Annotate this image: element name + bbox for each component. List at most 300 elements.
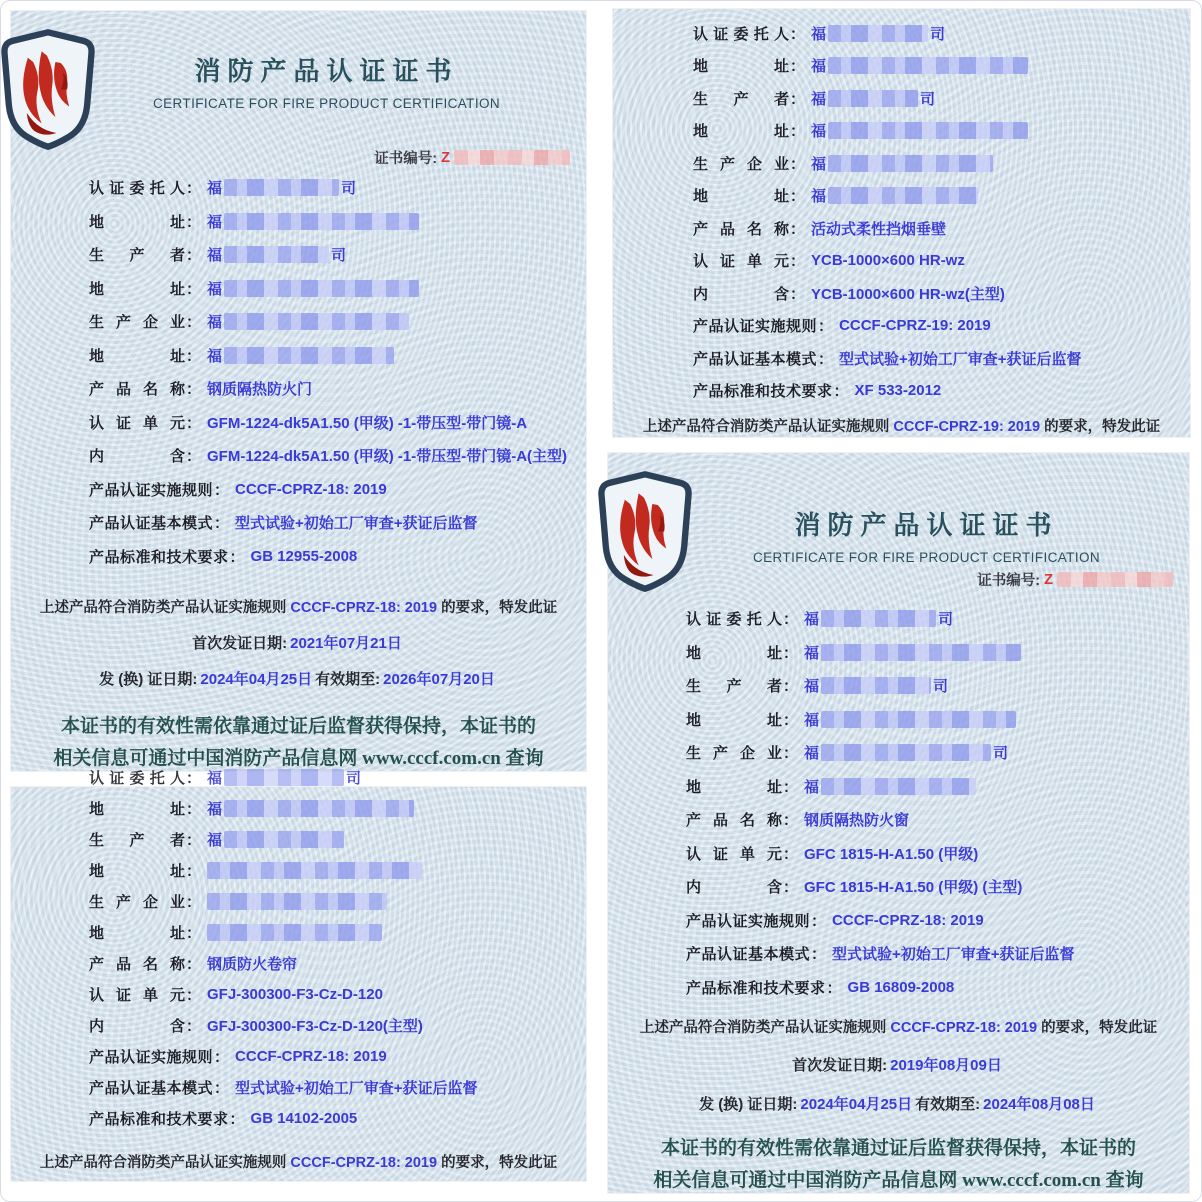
field-rows (693, 17, 1176, 407)
statement-suffix: 的要求，特发此证 (1041, 1020, 1158, 1036)
value-text: 司 (331, 247, 347, 265)
field-label: 地址 (89, 925, 185, 942)
field-label: 地址 (89, 347, 185, 365)
value-text: 福 (811, 155, 827, 173)
field-row (89, 540, 572, 574)
field-row (693, 17, 1176, 50)
field-label: 内含 (89, 448, 185, 466)
redacted-value (224, 179, 339, 196)
field-label: 产品认证实施规则 (686, 912, 811, 930)
value-text: 福 (207, 347, 223, 365)
field-row (686, 937, 1175, 971)
value-text: 型式试验+初始工厂审查+获证后监督 (235, 1080, 478, 1097)
first-issue-line (608, 1054, 1189, 1075)
field-label: 生产企业 (89, 314, 185, 332)
field-row (89, 473, 572, 507)
value-text: 钢质防火卷帘 (207, 956, 298, 973)
field-colon: ： (826, 979, 842, 997)
field-row (693, 277, 1176, 310)
reissue-label: 发 (换) 证日期: (699, 1096, 798, 1113)
field-row (89, 272, 572, 306)
redacted-value (828, 90, 918, 107)
field-row (693, 375, 1176, 408)
compliance-statement (11, 1151, 586, 1172)
field-label: 地址 (89, 863, 185, 880)
field-value (207, 311, 409, 332)
field-colon: ： (790, 155, 806, 173)
first-issue-label: 首次发证日期: (192, 635, 288, 652)
field-row (89, 762, 572, 793)
value-text: GFC 1815-H-A1.50 (甲级) (主型) (804, 879, 1023, 897)
field-label: 地址 (686, 711, 782, 729)
field-row (89, 238, 572, 272)
field-label: 产品认证基本模式 (89, 515, 214, 533)
field-colon: ： (790, 220, 806, 238)
field-row (686, 870, 1175, 904)
field-value (207, 986, 383, 1003)
field-rows (89, 171, 572, 573)
field-colon: ： (186, 956, 202, 973)
field-value (251, 548, 358, 565)
field-row (89, 979, 572, 1010)
field-colon: ： (186, 347, 202, 365)
field-value (207, 862, 422, 879)
redacted-value (821, 677, 931, 694)
value-text: GFJ-300300-F3-Cz-D-120 (207, 986, 383, 1003)
value-text: YCB-1000×600 HR-wz (811, 252, 965, 270)
redacted-value (224, 280, 419, 297)
field-value (207, 953, 297, 974)
field-row (693, 245, 1176, 278)
statement-rule: CCCF-CPRZ-18: 2019 (890, 1020, 1038, 1036)
cert-top-right (613, 9, 1190, 437)
field-value (839, 317, 991, 334)
field-label: 地址 (89, 213, 185, 231)
compliance-statement (11, 596, 586, 617)
field-value (811, 252, 965, 269)
field-rows (89, 770, 572, 1134)
field-row (89, 948, 572, 979)
field-value (811, 88, 935, 109)
field-row (89, 1041, 572, 1072)
field-colon: ： (186, 247, 202, 265)
first-issue-date: 2019年08月09日 (890, 1057, 1002, 1074)
field-value (804, 876, 1022, 897)
value-text: 福 (811, 90, 827, 108)
field-value (811, 283, 1005, 304)
value-text: GFJ-300300-F3-Cz-D-120(主型) (207, 1018, 423, 1035)
redacted-value (224, 313, 409, 330)
value-text: 司 (346, 770, 362, 787)
redacted-value (207, 924, 382, 941)
cert-number-prefix: Z (441, 149, 450, 166)
field-label: 认证委托人 (686, 611, 782, 629)
cert-top-left (11, 11, 586, 771)
value-text: 活动式柔性挡烟垂壁 (811, 220, 947, 238)
redacted-value (224, 213, 419, 230)
field-row (89, 439, 572, 473)
field-value (235, 481, 387, 498)
cert-number-label: 证书编号: (977, 573, 1041, 589)
redacted-value (207, 893, 387, 910)
field-label: 认证单元 (89, 414, 185, 432)
field-colon: ： (186, 925, 202, 942)
field-colon: ： (214, 515, 230, 533)
field-value (207, 345, 394, 366)
compliance-statement (613, 415, 1190, 436)
reissue-date: 2024年04月25日 (200, 671, 313, 688)
field-row (89, 886, 572, 917)
value-text: 福 (207, 247, 223, 265)
first-issue-date: 2021年07月21日 (290, 635, 402, 652)
field-value (207, 829, 344, 850)
field-row (686, 803, 1175, 837)
field-label: 地址 (686, 644, 782, 662)
value-text: CCCF-CPRZ-18: 2019 (235, 480, 387, 498)
field-value (207, 445, 567, 466)
field-value (848, 979, 955, 996)
field-label: 认证单元 (89, 987, 185, 1004)
field-label: 生产企业 (693, 155, 789, 173)
field-colon: ： (186, 381, 202, 399)
field-value (207, 412, 527, 433)
field-colon: ： (186, 448, 202, 466)
redacted-value (828, 25, 928, 42)
field-row (693, 180, 1176, 213)
field-value (235, 1048, 387, 1065)
field-row (686, 636, 1175, 670)
redacted-value (224, 769, 344, 786)
first-issue-label: 首次发证日期: (792, 1057, 888, 1074)
field-label: 地址 (89, 280, 185, 298)
field-colon: ： (229, 548, 245, 566)
redacted-value (821, 644, 1021, 661)
valid-until-label: 有效期至: (915, 1096, 981, 1113)
field-value (804, 742, 1008, 763)
field-colon: ： (186, 414, 202, 432)
field-colon: ： (783, 678, 799, 696)
field-row (89, 793, 572, 824)
field-row (686, 736, 1175, 770)
field-colon: ： (214, 1049, 230, 1066)
redacted-value (821, 744, 991, 761)
redacted-value (828, 155, 993, 172)
statement-rule: CCCF-CPRZ-19: 2019 (893, 419, 1041, 435)
footer-line2: 相关信息可通过中国消防产品信息网 www.cccf.com.cn 查询 (53, 748, 544, 769)
field-colon: ： (790, 285, 806, 303)
field-row (693, 82, 1176, 115)
field-row (693, 212, 1176, 245)
field-colon: ： (783, 745, 799, 763)
field-label: 生产者 (693, 90, 789, 108)
field-value (207, 177, 356, 198)
field-colon: ： (186, 314, 202, 332)
redacted-value (828, 57, 1028, 74)
value-text: 钢质隔热防火窗 (804, 812, 910, 830)
field-value (207, 278, 419, 299)
reissue-label: 发 (换) 证日期: (99, 671, 198, 688)
field-colon: ： (783, 812, 799, 830)
field-colon: ： (186, 894, 202, 911)
statement-suffix: 的要求，特发此证 (1044, 419, 1161, 435)
fire-shield-logo-icon (0, 27, 101, 151)
reissue-date: 2024年04月25日 (800, 1096, 913, 1113)
field-label: 产品认证基本模式 (89, 1080, 214, 1097)
cert-bottom-right (608, 453, 1189, 1193)
field-value (804, 843, 978, 864)
field-value (804, 642, 1021, 663)
statement-suffix: 的要求，特发此证 (441, 1155, 558, 1171)
field-label: 产品认证基本模式 (686, 946, 811, 964)
field-value (804, 675, 948, 696)
field-colon: ： (790, 58, 806, 76)
value-text: 司 (920, 90, 936, 108)
field-value (811, 55, 1028, 76)
value-text: GB 14102-2005 (250, 1110, 358, 1127)
field-colon: ： (783, 879, 799, 897)
value-text: 福 (207, 832, 223, 849)
value-text: 司 (993, 745, 1009, 763)
field-label: 地址 (686, 778, 782, 796)
field-colon: ： (214, 1080, 230, 1097)
field-value (207, 244, 346, 265)
value-text: 福 (804, 644, 820, 662)
value-text: 福 (804, 678, 820, 696)
field-colon: ： (790, 90, 806, 108)
field-colon: ： (790, 188, 806, 206)
field-label: 内含 (686, 879, 782, 897)
field-label: 生产者 (89, 832, 185, 849)
value-text: 福 (811, 25, 827, 43)
field-value (804, 809, 909, 830)
valid-until-date: 2026年07月20日 (383, 671, 495, 688)
field-value (235, 1077, 478, 1098)
value-text: 福 (804, 745, 820, 763)
cert-title: 消防产品认证证书 (194, 57, 459, 86)
statement-suffix: 的要求，特发此证 (441, 600, 558, 616)
value-text: 型式试验+初始工厂审查+获证后监督 (832, 946, 1075, 964)
value-text: GFM-1224-dk5A1.50 (甲级) -1-带压型-带门镜-A(主型) (207, 448, 568, 466)
field-value (207, 924, 382, 941)
field-value (832, 943, 1075, 964)
reissue-line (608, 1093, 1189, 1114)
cert-number-prefix: Z (1044, 571, 1053, 588)
value-text: 型式试验+初始工厂审查+获证后监督 (235, 515, 478, 533)
field-value (804, 608, 953, 629)
statement-prefix: 上述产品符合消防类产品认证实施规则 (642, 419, 890, 435)
redacted-value (828, 122, 1028, 139)
cert-subtitle: CERTIFICATE FOR FIRE PRODUCT CERTIFICATION (152, 96, 501, 111)
field-row (693, 310, 1176, 343)
field-row (89, 171, 572, 205)
field-label: 地址 (693, 188, 789, 206)
field-row (89, 406, 572, 440)
field-row (686, 770, 1175, 804)
field-label: 内含 (693, 285, 789, 303)
field-colon: ： (783, 778, 799, 796)
value-text: YCB-1000×600 HR-wz(主型) (811, 285, 1005, 303)
redacted-value (224, 800, 414, 817)
field-colon: ： (186, 213, 202, 231)
field-row (89, 1103, 572, 1134)
field-label: 产品名称 (89, 381, 185, 399)
value-text: 福 (804, 778, 820, 796)
field-label: 产品名称 (693, 220, 789, 238)
field-row (693, 342, 1176, 375)
value-text: 福 (207, 280, 223, 298)
field-value (251, 1110, 358, 1127)
field-label: 生产者 (686, 678, 782, 696)
field-value (235, 512, 478, 533)
footer-line1: 本证书的有效性需依靠通过证后监督获得保持，本证书的 (660, 1138, 1136, 1159)
field-colon: ： (186, 863, 202, 880)
value-text: 福 (207, 770, 223, 787)
field-row (686, 971, 1175, 1005)
redacted-value (821, 610, 936, 627)
field-value (811, 218, 946, 239)
redacted-cert-number (1057, 572, 1173, 587)
field-value (804, 776, 976, 797)
value-text: 司 (933, 678, 949, 696)
field-colon: ： (186, 280, 202, 298)
field-colon: ： (811, 946, 827, 964)
field-row (686, 837, 1175, 871)
field-value (832, 912, 984, 929)
field-row (686, 703, 1175, 737)
reissue-line (11, 668, 586, 689)
field-colon: ： (186, 1018, 202, 1035)
field-colon: ： (783, 711, 799, 729)
value-text: GFC 1815-H-A1.50 (甲级) (804, 845, 979, 863)
statement-prefix: 上述产品符合消防类产品认证实施规则 (39, 600, 287, 616)
cert-number-line (977, 569, 1173, 590)
field-label: 产品认证实施规则 (89, 481, 214, 499)
field-label: 地址 (693, 123, 789, 141)
value-text: 福 (804, 611, 820, 629)
field-row (89, 205, 572, 239)
value-text: XF 533-2012 (854, 382, 942, 400)
redacted-value (828, 187, 978, 204)
value-text: 司 (938, 611, 954, 629)
field-row (693, 115, 1176, 148)
first-issue-line (11, 632, 586, 653)
field-colon: ： (783, 611, 799, 629)
value-text: 福 (804, 711, 820, 729)
field-label: 生产企业 (89, 894, 185, 911)
field-label: 生产者 (89, 247, 185, 265)
value-text: 福 (207, 314, 223, 332)
field-colon: ： (833, 383, 849, 401)
field-row (89, 372, 572, 406)
field-value (207, 1015, 423, 1036)
field-row (693, 50, 1176, 83)
value-text: 型式试验+初始工厂审查+获证后监督 (839, 350, 1082, 368)
value-text: CCCF-CPRZ-19: 2019 (839, 317, 991, 335)
cert-subtitle: CERTIFICATE FOR FIRE PRODUCT CERTIFICATION (752, 550, 1101, 565)
field-label: 认证委托人 (89, 770, 185, 787)
redacted-cert-number (454, 150, 570, 165)
field-value (804, 709, 1016, 730)
redacted-value (224, 831, 344, 848)
redacted-value (207, 862, 422, 879)
field-label: 产品标准和技术要求 (89, 1111, 229, 1128)
valid-until-label: 有效期至: (315, 671, 381, 688)
redacted-value (224, 347, 394, 364)
value-text: 司 (930, 25, 946, 43)
field-row (693, 147, 1176, 180)
field-label: 地址 (89, 801, 185, 818)
field-label: 产品标准和技术要求 (89, 548, 229, 566)
field-label: 认证单元 (693, 253, 789, 271)
field-row (89, 506, 572, 540)
field-value (207, 893, 387, 910)
field-colon: ： (214, 481, 230, 499)
field-colon: ： (790, 253, 806, 271)
footer-line2: 相关信息可通过中国消防产品信息网 www.cccf.com.cn 查询 (653, 1170, 1144, 1191)
value-text: 钢质隔热防火门 (207, 381, 313, 399)
field-row (89, 1072, 572, 1103)
field-colon: ： (790, 25, 806, 43)
field-value (839, 348, 1082, 369)
field-colon: ： (818, 350, 834, 368)
fire-shield-logo-icon (592, 469, 698, 593)
field-rows (686, 602, 1175, 1004)
field-colon: ： (186, 832, 202, 849)
field-row (686, 669, 1175, 703)
field-label: 产品标准和技术要求 (686, 979, 826, 997)
field-label: 产品认证基本模式 (693, 350, 818, 368)
field-label: 产品名称 (686, 812, 782, 830)
field-label: 产品标准和技术要求 (693, 383, 833, 401)
value-text: CCCF-CPRZ-18: 2019 (235, 1048, 387, 1065)
value-text: 福 (811, 188, 827, 206)
field-label: 认证单元 (686, 845, 782, 863)
value-text: 司 (341, 180, 357, 198)
redacted-value (224, 246, 329, 263)
field-label: 生产企业 (686, 745, 782, 763)
field-label: 认证委托人 (693, 25, 789, 43)
statement-prefix: 上述产品符合消防类产品认证实施规则 (639, 1020, 887, 1036)
field-colon: ： (229, 1111, 245, 1128)
field-value (811, 23, 945, 44)
field-row (89, 917, 572, 948)
value-text: 福 (207, 180, 223, 198)
value-text: GB 16809-2008 (847, 978, 955, 996)
field-colon: ： (783, 845, 799, 863)
field-value (207, 767, 361, 788)
field-value (207, 378, 312, 399)
field-row (89, 1010, 572, 1041)
field-row (89, 305, 572, 339)
cert-title: 消防产品认证证书 (794, 511, 1059, 540)
field-value (207, 211, 419, 232)
field-value (811, 153, 993, 174)
footer-note (608, 1133, 1189, 1197)
field-label: 产品认证实施规则 (693, 318, 818, 336)
field-label: 认证委托人 (89, 180, 185, 198)
field-row (686, 904, 1175, 938)
statement-rule: CCCF-CPRZ-18: 2019 (290, 600, 438, 616)
field-colon: ： (818, 318, 834, 336)
field-label: 产品名称 (89, 956, 185, 973)
redacted-value (821, 778, 976, 795)
field-colon: ： (186, 987, 202, 1004)
field-value (811, 185, 978, 206)
field-colon: ： (783, 644, 799, 662)
cert-number-label: 证书编号: (374, 151, 438, 167)
field-colon: ： (186, 801, 202, 818)
compliance-statement (608, 1016, 1189, 1037)
